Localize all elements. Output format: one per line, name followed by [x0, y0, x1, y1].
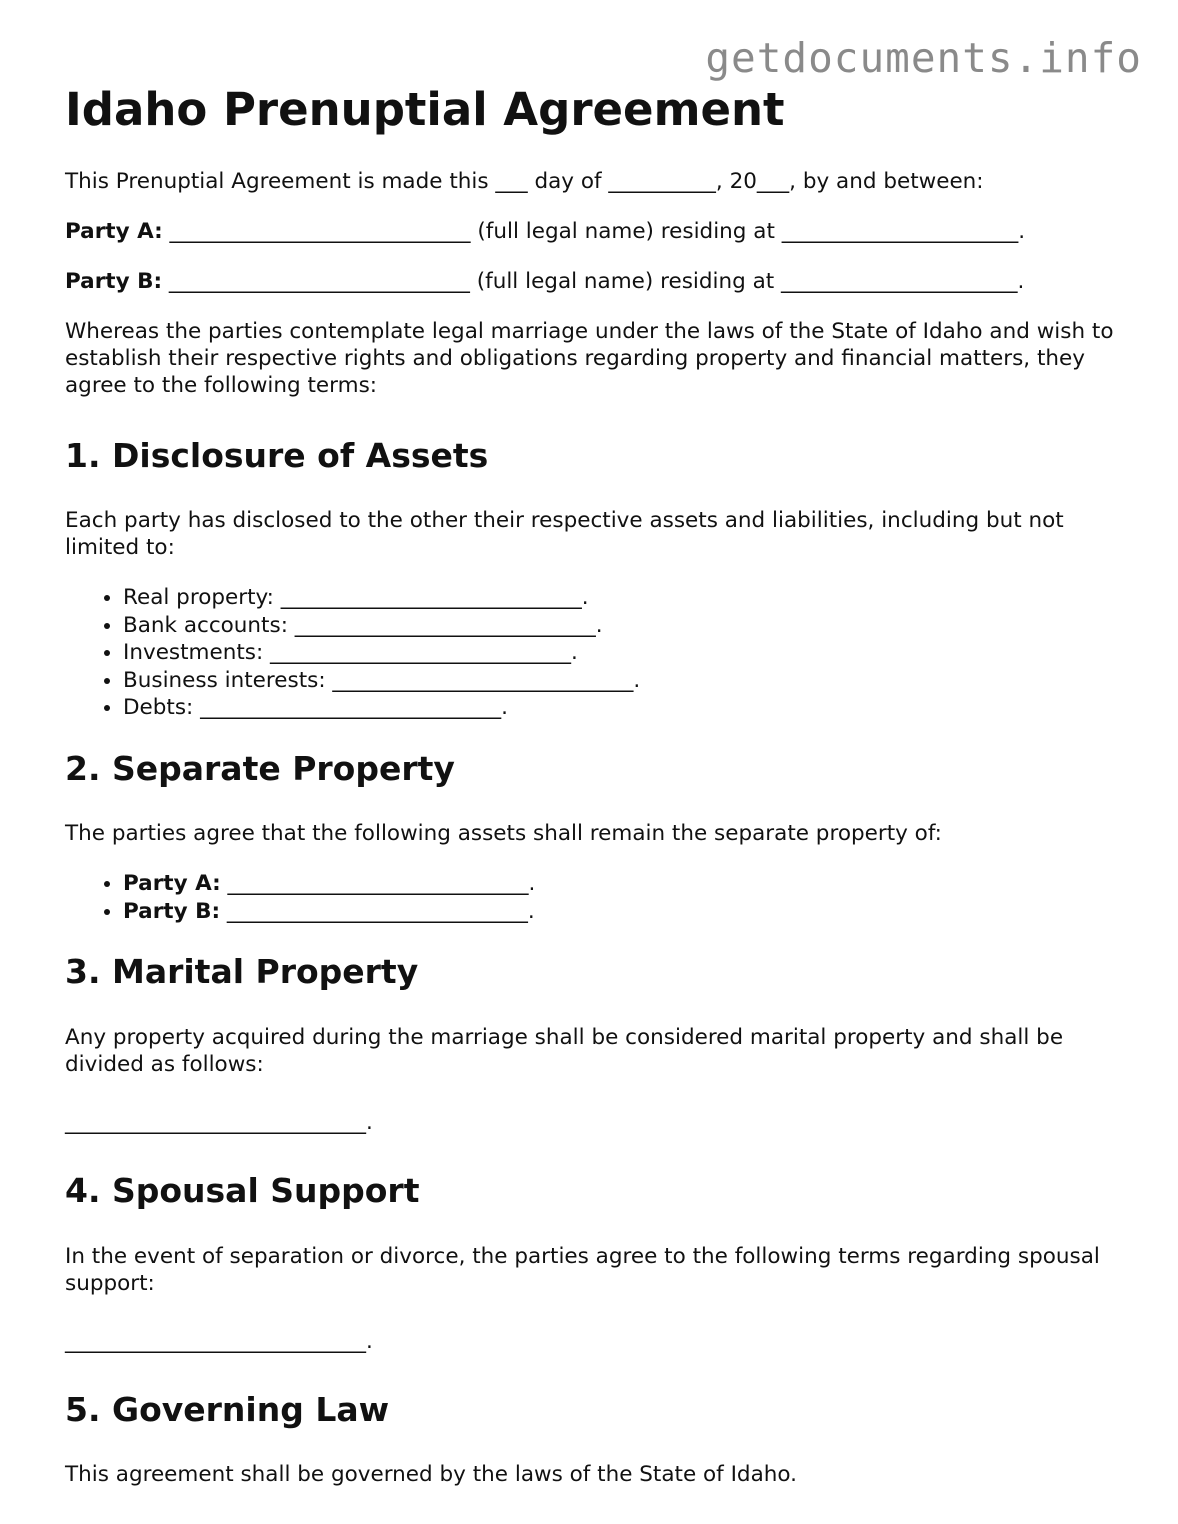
document-page [65, 84, 1125, 1511]
section-heading-separate-property: 2. Separate Property [65, 748, 455, 788]
list-item-label: Party B: [123, 898, 221, 924]
list-item-label: Party A: [123, 871, 221, 897]
party-a-label: Party A: [65, 218, 163, 244]
asset-list [65, 584, 1125, 722]
party-a-fields: ____________________________ (full legal name) residing at ______________________. [162, 218, 1026, 244]
party-b-line [65, 268, 1125, 295]
intro-text: This Prenuptial Agreement is made this ___ day of __________, 20___, by and between: [65, 168, 984, 194]
section-heading-marital-property: 3. Marital Property [65, 952, 419, 992]
section-heading-disclosure: 1. Disclosure of Assets [65, 435, 489, 475]
list-item: • Bank accounts: ____________________________. [123, 612, 1125, 640]
page-title: Idaho Prenuptial Agreement [65, 83, 785, 136]
separate-property-list [65, 870, 1125, 925]
list-item-blank: ____________________________. [220, 898, 535, 924]
section-body-separate-property: The parties agree that the following assets shall remain the separate property of: [65, 821, 942, 847]
marital-property-blank: ____________________________. [65, 1110, 373, 1136]
party-b-fields: ____________________________ (full legal name) residing at ______________________. [162, 268, 1025, 294]
list-item: • Investments: ____________________________. [123, 639, 1125, 667]
section-heading-governing-law: 5. Governing Law [65, 1389, 390, 1429]
list-item [123, 898, 1125, 926]
section-body-disclosure: Each party has disclosed to the other their respective assets and liabilities, including but not limited to: [65, 508, 1064, 561]
list-item: • Debts: ____________________________. [123, 694, 1125, 722]
list-item: • Business interests: ____________________________. [123, 667, 1125, 695]
list-item [123, 870, 1125, 898]
list-item: • Real property: ____________________________. [123, 584, 1125, 612]
spousal-support-blank: ____________________________. [65, 1328, 373, 1354]
party-b-label: Party B: [65, 268, 163, 294]
section-heading-spousal-support: 4. Spousal Support [65, 1171, 420, 1211]
whereas-clause: Whereas the parties contemplate legal marriage under the laws of the State of Idaho and wish to establish their respective rights and obligations regarding property and financial matters, they agree to the following terms: [65, 318, 1114, 398]
list-item-blank: ____________________________. [220, 871, 536, 897]
party-a-line [65, 218, 1125, 245]
section-body-marital-property: Any property acquired during the marriage shall be considered marital property and shall be divided as follows: [65, 1025, 1064, 1078]
watermark: getdocuments.info [705, 34, 1142, 82]
section-body-governing-law: This agreement shall be governed by the laws of the State of Idaho. [65, 1462, 797, 1488]
section-body-spousal-support: In the event of separation or divorce, the parties agree to the following terms regarding spousal support: [65, 1243, 1100, 1296]
